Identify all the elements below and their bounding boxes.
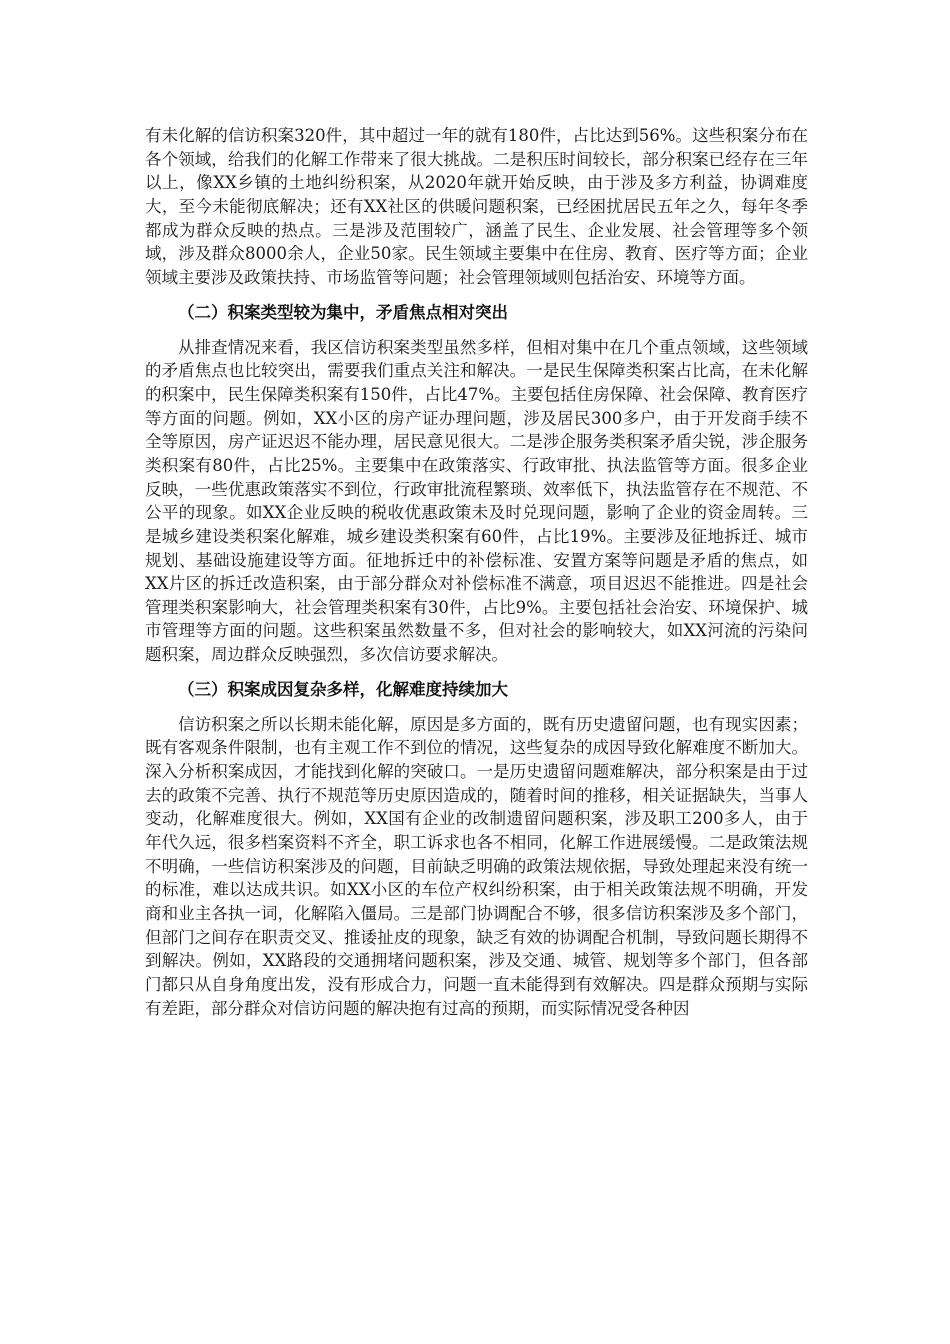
section-3-paragraph: 信访积案之所以长期未能化解，原因是多方面的，既有历史遗留问题，也有现实因素；既有客观条件限制，也有主观工作不到位的情况，这些复杂的成因导致化解难度不断加大。深入分析积案成因，才能找到化解的突破口。一是历史遗留问题难解决，部分积案是由于过去的政策不完善、执行不规范等历史原因造成的，随着时间的推移，相关证据缺失，当事人变动，化解难度很大。例如，XX国有企业的改制遗留问题积案，涉及职工200多人，由于年代久远，很多档案资料不齐全，职工诉求也各不相同，化解工作进展缓慢。二是政策法规不明确，一些信访积案涉及的问题，目前缺乏明确的政策法规依据，导致处理起来没有统一的标准，难以达成共识。如XX小区的车位产权纠纷积案，由于相关政策法规不明确，开发商和业主各执一词，化解陷入僵局。三是部门协调配合不够，很多信访积案涉及多个部门，但部门之间存在职责交叉、推诿扯皮的现象，缺乏有效的协调配合机制，导致问题长期得不到解决。例如，XX路段的交通拥堵问题积案，涉及交通、城管、规划等多个部门，但各部门都只从自身角度出发，没有形成合力，问题一直未能得到有效解决。四是群众预期与实际有差距，部分群众对信访问题的解决抱有过高的预期，而实际情况受各种因 [145, 714, 808, 1018]
section-2-paragraph: 从排查情况来看，我区信访积案类型虽然多样，但相对集中在几个重点领域，这些领域的矛盾焦点也比较突出，需要我们重点关注和解决。一是民生保障类积案占比高，在未化解的积案中，民生保障类积案有150件，占比47%。主要包括住房保障、社会保障、教育医疗等方面的问题。例如，XX小区的房产证办理问题，涉及居民300多户，由于开发商手续不全等原因，房产证迟迟不能办理，居民意见很大。二是涉企服务类积案矛盾尖锐，涉企服务类积案有80件，占比25%。主要集中在政策落实、行政审批、执法监管等方面。很多企业反映，一些优惠政策落实不到位，行政审批流程繁琐、效率低下，执法监管存在不规范、不公平的现象。如XX企业反映的税收优惠政策未及时兑现问题，影响了企业的资金周转。三是城乡建设类积案化解难，城乡建设类积案有60件，占比19%。主要涉及征地拆迁、城市规划、基础设施建设等方面。征地拆迁中的补偿标准、安置方案等问题是矛盾的焦点，如XX片区的拆迁改造积案，由于部分群众对补偿标准不满意，项目迟迟不能推进。四是社会管理类积案影响大，社会管理类积案有30件，占比9%。主要包括社会治安、环境保护、城市管理等方面的问题。这些积案虽然数量不多，但对社会的影响较大，如XX河流的污染问题积案，周边群众反映强烈，多次信访要求解决。 [145, 337, 808, 665]
section-2-heading: （二）积案类型较为集中，矛盾焦点相对突出 [178, 302, 508, 322]
document-body [145, 124, 808, 1020]
section-3-heading: （三）积案成因复杂多样，化解难度持续加大 [178, 679, 508, 699]
intro-paragraph: 有未化解的信访积案320件，其中超过一年的就有180件，占比达到56%。这些积案分布在各个领域，给我们的化解工作带来了很大挑战。二是积压时间较长，部分积案已经存在三年以上，像XX乡镇的土地纠纷积案，从2020年就开始反映，由于涉及多方利益，协调难度大，至今未能彻底解决；还有XX社区的供暖问题积案，已经困扰居民五年之久，每年冬季都成为群众反映的热点。三是涉及范围较广，涵盖了民生、企业发展、社会管理等多个领域，涉及群众8000余人，企业50家。民生领域主要集中在住房、教育、医疗等方面；企业领域主要涉及政策扶持、市场监管等问题；社会管理领域则包括治安、环境等方面。 [145, 126, 808, 287]
